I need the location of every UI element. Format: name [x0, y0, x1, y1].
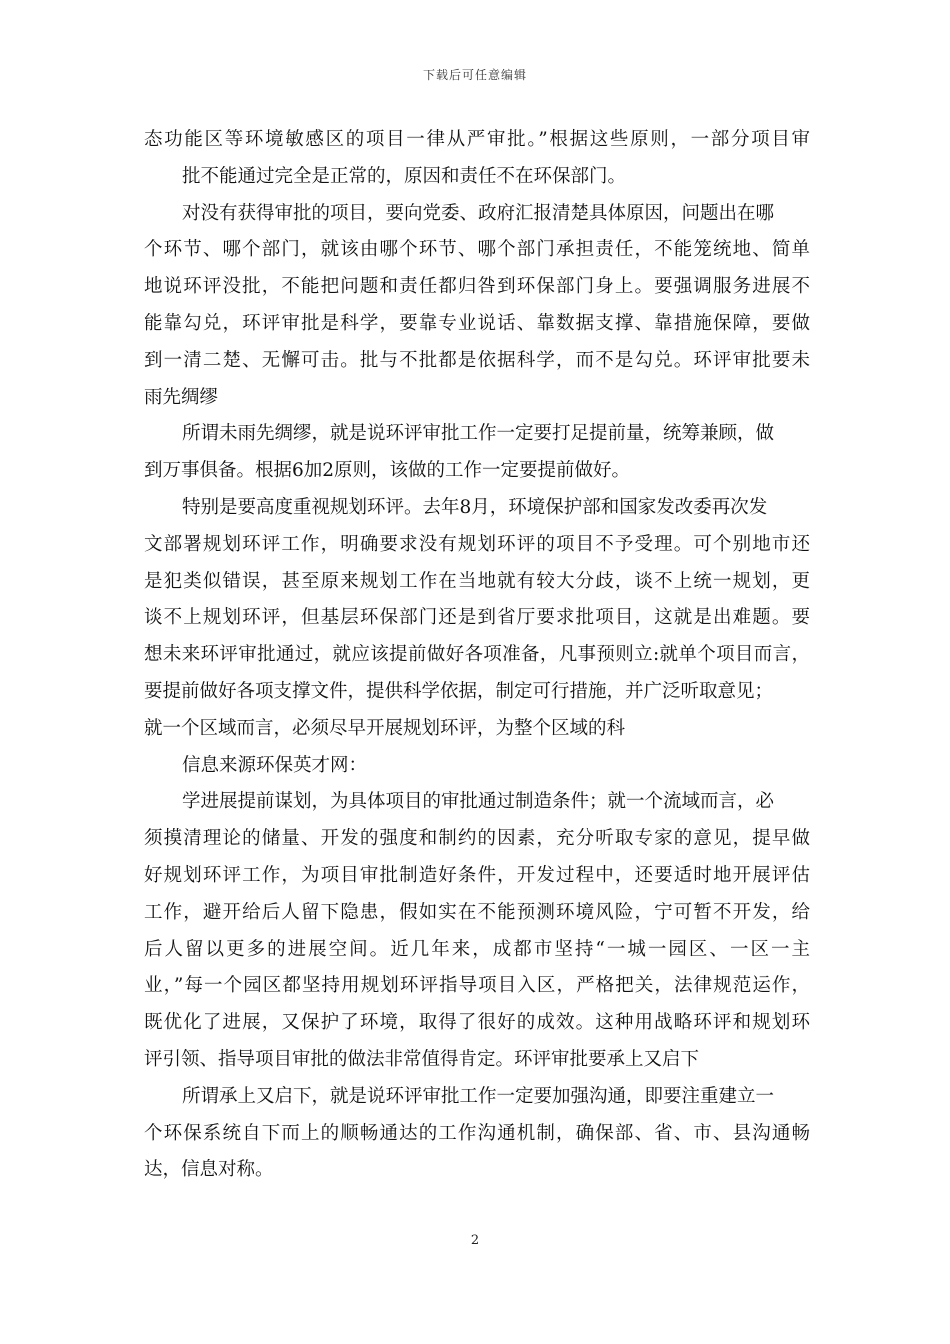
- text-line: 雨先绸缪: [144, 386, 219, 408]
- text-line: 想未来环评审批通过，就应该提前做好各项准备，凡事预则立:就单个项目而言，: [144, 644, 810, 666]
- text-line: 特别是要高度重视规划环评。去年8月，环境保护部和国家发改委再次发: [182, 496, 768, 518]
- document-body: [144, 122, 810, 1189]
- text-line: 所谓承上又启下，就是说环评审批工作一定要加强沟通，即要注重建立一: [182, 1085, 775, 1107]
- text-line: 个环节、哪个部门，就该由哪个环节、哪个部门承担责任，不能笼统地、简单: [144, 239, 810, 261]
- page-number: 2: [470, 1233, 480, 1248]
- text-line: 后人留以更多的进展空间。近几年来，成都市坚持“一城一园区、一区一主: [144, 938, 810, 960]
- text-line: 信息来源环保英才网：: [182, 754, 368, 776]
- text-line: 谈不上规划环评，但基层环保部门还是到省厅要求批项目，这就是出难题。要: [144, 607, 810, 629]
- text-line: 批不能通过完全是正常的，原因和责任不在环保部门。: [182, 165, 627, 187]
- text-line: 是犯类似错误，甚至原来规划工作在当地就有较大分歧，谈不上统一规划，更: [144, 570, 810, 592]
- text-line: 要提前做好各项支撑文件，提供科学依据，制定可行措施，并广泛听取意见；: [144, 680, 774, 702]
- text-line: 须摸清理论的储量、开发的强度和制约的因素，充分听取专家的意见，提早做: [144, 828, 810, 850]
- text-line: 既优化了进展，又保护了环境，取得了很好的成效。这种用战略环评和规划环: [144, 1012, 810, 1034]
- text-line: 文部署规划环评工作，明确要求没有规划环评的项目不予受理。可个别地市还: [144, 533, 810, 555]
- text-line: 对没有获得审批的项目，要向党委、政府汇报清楚具体原因，问题出在哪: [182, 202, 775, 224]
- page-header: 下载后可任意编辑: [422, 68, 527, 82]
- text-line: 好规划环评工作，为项目审批制造好条件，开发过程中，还要适时地开展评估: [144, 864, 810, 886]
- text-line: 地说环评没批，不能把问题和责任都归咎到环保部门身上。要强调服务进展不: [144, 276, 810, 298]
- text-line: 业，”每一个园区都坚持用规划环评指导项目入区，严格把关，法律规范运作，: [144, 975, 810, 997]
- text-line: 个环保系统自下而上的顺畅通达的工作沟通机制，确保部、省、市、县沟通畅: [144, 1122, 810, 1144]
- text-line: 学进展提前谋划，为具体项目的审批通过制造条件；就一个流域而言，必: [182, 791, 775, 813]
- text-line: 就一个区域而言，必须尽早开展规划环评，为整个区域的科: [144, 717, 626, 739]
- text-line: 评引领、指导项目审批的做法非常值得肯定。环评审批要承上又启下: [144, 1048, 700, 1070]
- text-line: 态功能区等环境敏感区的项目一律从严审批。”根据这些原则，一部分项目审: [144, 129, 810, 150]
- text-line: 能靠勾兑，环评审批是科学，要靠专业说话、靠数据支撑、靠措施保障，要做: [144, 312, 810, 334]
- text-line: 到万事俱备。根据6加2原则，该做的工作一定要提前做好。: [144, 460, 631, 482]
- text-line: 工作，避开给后人留下隐患，假如实在不能预测环境风险，宁可暂不开发，给: [144, 901, 810, 923]
- text-line: 到一清二楚、无懈可击。批与不批都是依据科学，而不是勾兑。环评审批要未: [144, 349, 810, 371]
- text-line: 达，信息对称。: [144, 1159, 274, 1181]
- text-line: 所谓未雨先绸缪，就是说环评审批工作一定要打足提前量，统筹兼顾，做: [182, 423, 775, 445]
